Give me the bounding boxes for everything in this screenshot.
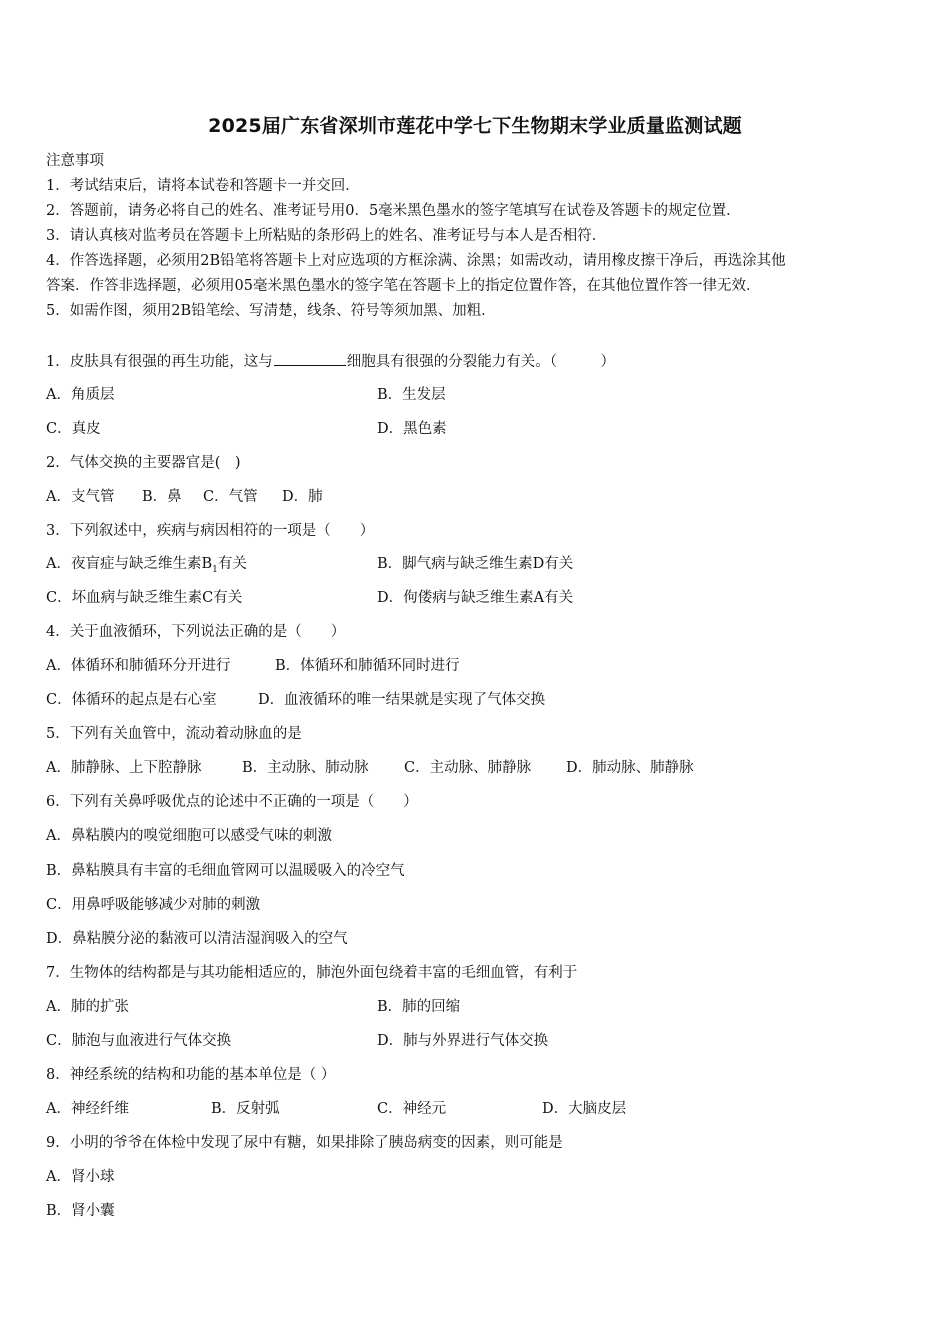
option-text: A．夜盲症与缺乏维生素B xyxy=(46,556,213,572)
option-d: D．肺动脉、肺静脉 xyxy=(566,760,694,776)
option-a: A．角质层 xyxy=(46,387,115,403)
option-b: B．反射弧 xyxy=(211,1101,280,1117)
option-c: C．体循环的起点是右心室 xyxy=(46,692,217,708)
option-c: C．真皮 xyxy=(46,421,101,437)
option-d: D．鼻粘膜分泌的黏液可以清洁湿润吸入的空气 xyxy=(46,931,348,947)
option-d: D．肺与外界进行气体交换 xyxy=(377,1033,549,1049)
option-b: B．主动脉、肺动脉 xyxy=(242,760,369,776)
notice-item: 2．答题前，请务必将自己的姓名、准考证号用0．5毫米黑色墨水的签字笔填写在试卷及答题卡的规定位置． xyxy=(46,203,741,219)
option-a: A．神经纤维 xyxy=(46,1101,129,1117)
option-text: 有关 xyxy=(217,556,247,572)
question-5-stem: 5．下列有关血管中，流动着动脉血的是 xyxy=(46,726,302,742)
option-subscript: 1 xyxy=(212,564,218,575)
question-stem-part: 1．皮肤具有很强的再生功能，这与 xyxy=(46,354,273,370)
option-c: C．用鼻呼吸能够减少对肺的刺激 xyxy=(46,897,261,913)
option-b: B．鼻 xyxy=(142,489,182,505)
option-a: A．肾小球 xyxy=(46,1169,115,1185)
question-7-stem: 7．生物体的结构都是与其功能相适应的，肺泡外面包绕着丰富的毛细血管，有利于 xyxy=(46,965,578,981)
notice-item: 4．作答选择题，必须用2B铅笔将答题卡上对应选项的方框涂满、涂黑；如需改动，请用橡皮擦干净后，再选涂其他 xyxy=(46,253,786,269)
option-b: B．脚气病与缺乏维生素D有关 xyxy=(377,556,574,572)
option-c: C．主动脉、肺静脉 xyxy=(404,760,532,776)
notice-item: 1．考试结束后，请将本试卷和答题卡一并交回． xyxy=(46,178,360,194)
option-c: C．肺泡与血液进行气体交换 xyxy=(46,1033,232,1049)
option-a: A．肺静脉、上下腔静脉 xyxy=(46,760,202,776)
fill-blank xyxy=(274,351,346,366)
option-a xyxy=(46,554,247,580)
question-4-stem: 4．关于血液循环，下列说法正确的是（ ） xyxy=(46,624,346,640)
question-8-stem: 8．神经系统的结构和功能的基本单位是（ ） xyxy=(46,1067,336,1083)
notice-item: 5．如需作图，须用2B铅笔绘、写清楚，线条、符号等须加黑、加粗． xyxy=(46,303,496,319)
notice-heading: 注意事项 xyxy=(46,153,104,169)
option-b: B．体循环和肺循环同时进行 xyxy=(275,658,460,674)
page-title: 2025届广东省深圳市莲花中学七下生物期末学业质量监测试题 xyxy=(208,115,742,137)
option-a: A．鼻粘膜内的嗅觉细胞可以感受气味的刺激 xyxy=(46,828,332,844)
question-1-stem xyxy=(46,351,615,372)
option-d: D．黑色素 xyxy=(377,421,447,437)
question-9-stem: 9．小明的爷爷在体检中发现了尿中有糖，如果排除了胰岛病变的因素，则可能是 xyxy=(46,1135,563,1151)
option-c: C．气管 xyxy=(203,489,258,505)
notice-item: 3．请认真核对监考员在答题卡上所粘贴的条形码上的姓名、准考证号与本人是否相符． xyxy=(46,228,607,244)
option-a: A．支气管 xyxy=(46,489,115,505)
option-d: D．血液循环的唯一结果就是实现了气体交换 xyxy=(258,692,546,708)
question-2-stem: 2．气体交换的主要器官是( ) xyxy=(46,455,241,471)
option-d: D．大脑皮层 xyxy=(542,1101,627,1117)
option-c: C．神经元 xyxy=(377,1101,447,1117)
option-b: B．鼻粘膜具有丰富的毛细血管网可以温暖吸入的冷空气 xyxy=(46,863,405,879)
option-c: C．坏血病与缺乏维生素C有关 xyxy=(46,590,243,606)
notice-item: 答案．作答非选择题，必须用05毫米黑色墨水的签字笔在答题卡上的指定位置作答，在其他位置作答一律无效． xyxy=(46,278,761,294)
question-6-stem: 6．下列有关鼻呼吸优点的论述中不正确的一项是（ ） xyxy=(46,794,418,810)
option-a: A．肺的扩张 xyxy=(46,999,129,1015)
option-b: B．肺的回缩 xyxy=(377,999,461,1015)
option-d: D．肺 xyxy=(282,489,323,505)
option-a: A．体循环和肺循环分开进行 xyxy=(46,658,231,674)
option-d: D．佝偻病与缺乏维生素A有关 xyxy=(377,590,574,606)
option-b: B．肾小囊 xyxy=(46,1203,115,1219)
option-b: B．生发层 xyxy=(377,387,446,403)
question-stem-part: 细胞具有很强的分裂能力有关。（ ） xyxy=(346,354,615,370)
question-3-stem: 3．下列叙述中，疾病与病因相符的一项是（ ） xyxy=(46,523,375,539)
